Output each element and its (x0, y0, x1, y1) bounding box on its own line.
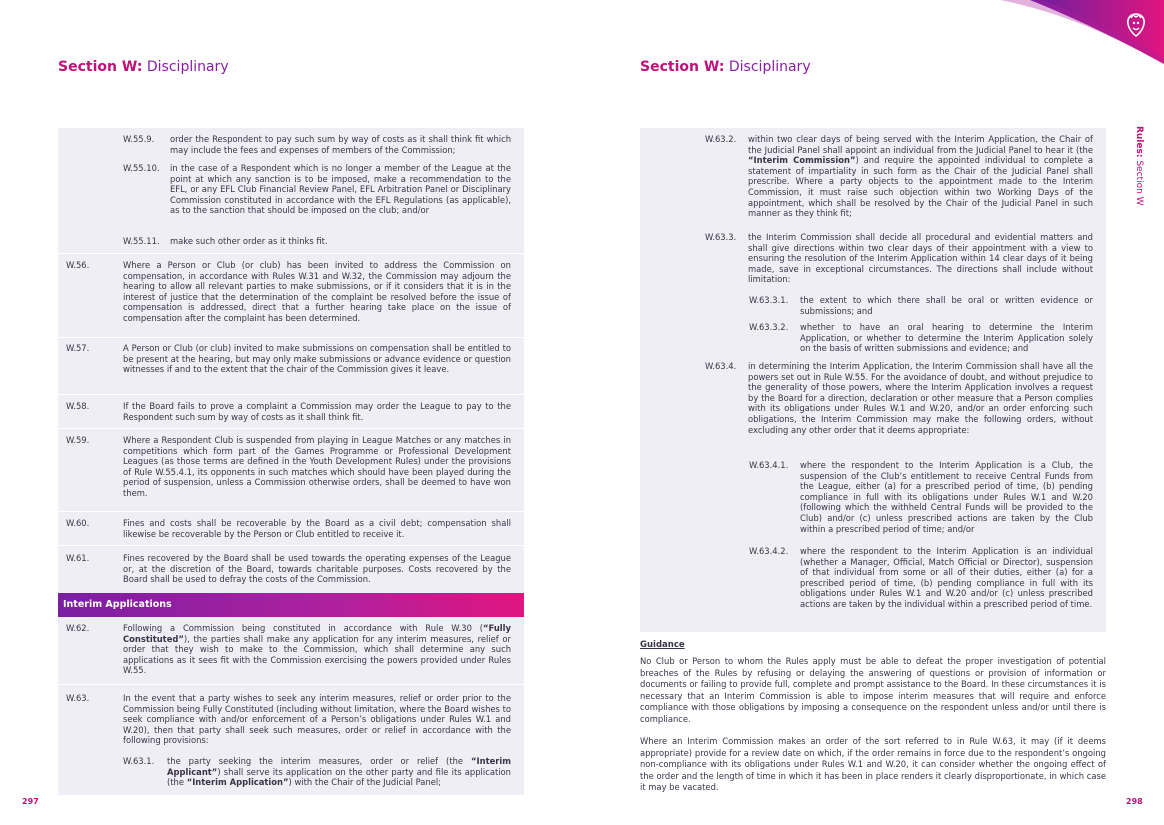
page-number-left: 297 (22, 797, 39, 806)
page-title-left: Section W: Disciplinary (58, 59, 229, 75)
rule-w63-2: W.63.2. within two clear days of being served with the Interim Application, the Chair of the Judicial Panel shall appoint an individual from the Judicial Panel to hear it (the “Interim Commission”) and require the appointed individual to complete a statement of impartiality in such form as the Chair of the Judicial Panel shall prescribe. Where a party objects to the appointment made to the Interim Commission, it must raise such objection within two Working Days of the appointment, which shall be resolved by the Chair of the Judicial Panel in such manner as they think fit; (705, 134, 1093, 219)
rule-w63: W.63. In the event that a party wishes to seek any interim measures, relief or order prior to the Commission being Fully Constituted (including without limitation, where the Board wishes to seek compliance with and/or enforcement of a Person’s obligations under Rules W.1 and W.20), then that party shall seek such measures, order or relief in accordance with the following provisions: (66, 693, 511, 746)
page-number-right: 298 (1126, 797, 1143, 806)
rule-w58: W.58. If the Board fails to prove a complaint a Commission may order the League to pay to the Respondent such sum by way of costs as it shall think fit. (66, 401, 511, 422)
rule-w60: W.60. Fines and costs shall be recoverable by the Board as a civil debt; compensation shall likewise be recoverable by the Person or Club entitled to receive it. (66, 518, 511, 539)
rule-w62: W.62. Following a Commission being constituted in accordance with Rule W.30 (“Fully Constituted”), the parties shall make any application for any interim measures, relief or order that they wish to make to the Commission, which shall determine any such applications as it sees fit with the Commission exercising the powers provided under Rules W.55. (66, 623, 511, 676)
side-section-tab[interactable]: Rules: Section W (1134, 126, 1144, 206)
rule-w63-4-1: W.63.4.1. where the respondent to the Interim Application is a Club, the suspension of the Club’s entitlement to receive Central Funds from the League, either (a) for a prescribed period of time, (b) pending compliance in full with its obligations under Rules W.1 and W.20 (following which the withheld Central Funds will be provided to the Club) and/or (c) unless prescribed actions are taken by the Club within a prescribed period of time; and/or (749, 460, 1093, 534)
rule-w63-3-1: W.63.3.1. the extent to which there shall be oral or written evidence or submissions; and (749, 295, 1093, 316)
interim-applications-banner: Interim Applications (58, 593, 524, 617)
rule-w63-4: W.63.4. in determining the Interim Application, the Interim Commission shall have all the powers set out in Rule W.55. For the avoidance of doubt, and without prejudice to the generality of those powers, where the Interim Application involves a request by the Board for a direction, declaration or other measure that a Person complies with its obligations under Rules W.1 and W.20, and/or an order enforcing such obligations, the Interim Commission may make the following orders, without excluding any other order that it deems appropriate: (705, 361, 1093, 435)
rule-w63-3-2: W.63.3.2. whether to have an oral hearing to determine the Interim Application, or whether to determine the Interim Application solely on the basis of written submissions and evidence; and (749, 322, 1093, 354)
rule-w63-4-2: W.63.4.2. where the respondent to the Interim Application is an individual (whether a Manager, Official, Match Official or Director), suspension of that individual from some or all of their duties, either (a) for a prescribed period of time, (b) pending compliance in full with its obligations under Rules W.1 and W.20 and/or (c) unless prescribed actions are taken by the individual within a prescribed period of time. (749, 546, 1093, 609)
page-title-right: Section W: Disciplinary (640, 59, 811, 75)
rule-w63-1: W.63.1. the party seeking the interim measures, order or relief (the “Interim Applicant”) shall serve its application on the other party and file its application (the “Interim Application”) with the Chair of the Judicial Panel; (123, 756, 511, 788)
rule-w57: W.57. A Person or Club (or club) invited to make submissions on compensation shall be entitled to be present at the hearing, but may only make submissions or advance evidence or question witnesses if and to the extent that the chair of the Commission gives it leave. (66, 343, 511, 375)
guidance-heading: Guidance (640, 640, 685, 650)
guidance-paragraph-2: Where an Interim Commission makes an order of the sort referred to in Rule W.63, it may (if it deems appropriate) provide for a review date on which, if the order remains in force due to the respondent’s ongoing non-compliance with its obligations under Rules W.1 and W.20, it can consider whether the ongoing effect of the order and the length of time in which it has been in place renders it clearly disproportionate, in which case it may be vacated. (640, 736, 1106, 792)
rule-w56: W.56. Where a Person or Club (or club) has been invited to address the Commission on compensation, in accordance with Rules W.31 and W.32, the Commission may adjourn the hearing to allow all relevant parties to make submissions, or if it considers that it is in the interest of justice that the determination of the complaint be resolved before the issue of compensation is addressed, direct that a further hearing take place on the issue of compensation after the complaint has been determined. (66, 260, 511, 323)
rule-w59: W.59. Where a Respondent Club is suspended from playing in League Matches or any matches in competitions which form part of the Games Programme or Professional Development Leagues (as those terms are defined in the Youth Development Rules) under the provisions of Rule W.55.4.1, its opponents in such matches which should have been played during the period of suspension, unless a Commission otherwise orders, shall be deemed to have won them. (66, 435, 511, 498)
rule-w55-11: W.55.11. make such other order as it thinks fit. (123, 236, 328, 246)
rule-w55-9: W.55.9. order the Respondent to pay such sum by way of costs as it shall think fit which may include the fees and expenses of members of the Commission; (123, 134, 511, 155)
rule-w55-10: W.55.10. in the case of a Respondent which is no longer a member of the League at the point at which any sanction is to be imposed, make a recommendation to the EFL, or any EFL Club Financial Review Panel, EFL Arbitration Panel or Disciplinary Commission constituted in accordance with the EFL Regulations (as applicable), as to the sanction that should be imposed on the club; and/or (123, 163, 511, 216)
lion-crest-icon (1124, 12, 1148, 38)
rule-w61: W.61. Fines recovered by the Board shall be used towards the operating expenses of the League or, at the discretion of the Board, towards charitable purposes. Costs recovered by the Board shall be used to defray the costs of the Commission. (66, 553, 511, 585)
rule-w63-3: W.63.3. the Interim Commission shall decide all procedural and evidential matters and shall give directions within two clear days of their appointment with a view to ensuring the resolution of the Interim Application within 14 clear days of it being made, save in exceptional circumstances. The directions shall include without limitation: (705, 232, 1093, 285)
guidance-paragraph-1: No Club or Person to whom the Rules apply must be able to defeat the proper investigation of potential breaches of the Rules by refusing or delaying the answering of questions or provision of information or documents or failing to provide full, complete and prompt assistance to the Board. In these circumstances it is necessary that an Interim Commission is able to impose interim measures that will require and enforce compliance with those obligations by imposing a consequence on the respondent unless and/or until there is compliance. (640, 656, 1106, 724)
